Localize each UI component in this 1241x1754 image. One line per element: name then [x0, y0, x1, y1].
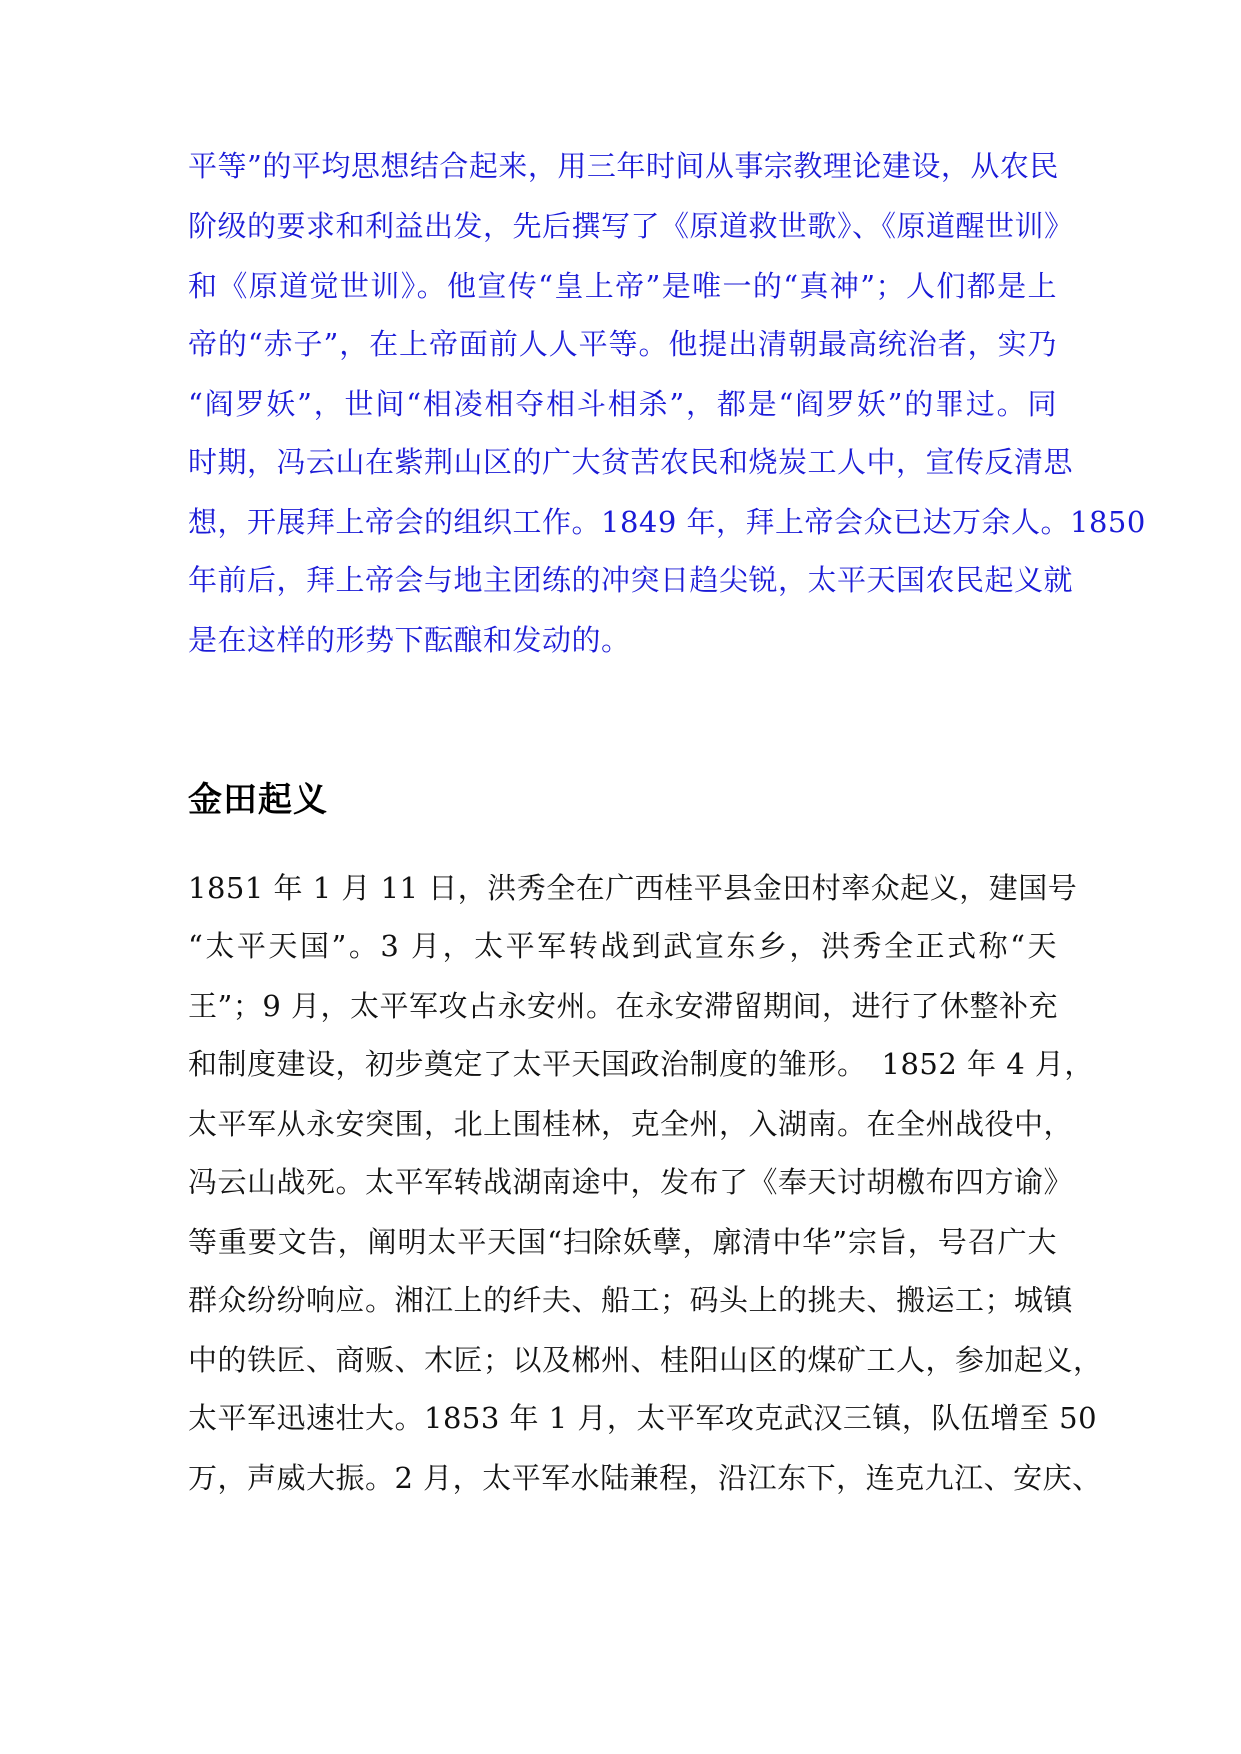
text-line: 和制度建设，初步奠定了太平天国政治制度的雏形。 1852 年 4 月， [188, 1047, 1094, 1081]
text-line: 平等”的平均思想结合起来，用三年时间从事宗教理论建设，从农民 [188, 149, 1059, 183]
text-line: 冯云山战死。太平军转战湖南途中，发布了《奉天讨胡檄布四方谕》 [188, 1165, 1074, 1199]
text-line: 想，开展拜上帝会的组织工作。1849 年，拜上帝会众已达万余人。1850 [188, 505, 1146, 539]
text-line: 时期，冯云山在紫荆山区的广大贫苦农民和烧炭工人中，宣传反清思 [188, 445, 1074, 479]
text-line: “阎罗妖”，世间“相凌相夺相斗相杀”，都是“阎罗妖”的罪过。同 [188, 387, 1057, 421]
text-line: 帝的“赤子”，在上帝面前人人平等。他提出清朝最高统治者，实乃 [188, 327, 1057, 361]
text-line: “太平天国”。3 月，太平军转战到武宣东乡，洪秀全正式称“天 [188, 929, 1057, 963]
text-line: 和《原道觉世训》。他宣传“皇上帝”是唯一的“真神”；人们都是上 [188, 269, 1057, 303]
text-line: 中的铁匠、商贩、木匠；以及郴州、桂阳山区的煤矿工人，参加起义， [188, 1343, 1103, 1377]
text-line: 1851 年 1 月 11 日，洪秀全在广西桂平县金田村率众起义，建国号 [188, 871, 1078, 905]
text-line: 群众纷纷响应。湘江上的纤夫、船工；码头上的挑夫、搬运工；城镇 [188, 1283, 1074, 1317]
text-line: 万，声威大振。2 月，太平军水陆兼程，沿江东下，连克九江、安庆、 [188, 1461, 1102, 1495]
text-line: 太平军从永安突围，北上围桂林，克全州，入湖南。在全州战役中， [188, 1107, 1074, 1141]
text-line: 阶级的要求和利益出发，先后撰写了《原道救世歌》、《原道醒世训》 [188, 209, 1074, 243]
text-line: 是在这样的形势下酝酿和发动的。 [188, 623, 631, 657]
text-line: 年前后，拜上帝会与地主团练的冲突日趋尖锐，太平天国农民起义就 [188, 563, 1074, 597]
text-line: 等重要文告，阐明太平天国“扫除妖孽，廓清中华”宗旨，号召广大 [188, 1225, 1057, 1259]
text-line: 王”；9 月，太平军攻占永安州。在永安滞留期间，进行了休整补充 [188, 989, 1058, 1023]
text-line: 太平军迅速壮大。1853 年 1 月，太平军攻克武汉三镇，队伍增至 50 [188, 1401, 1098, 1435]
section-heading: 金田起义 [188, 780, 328, 820]
